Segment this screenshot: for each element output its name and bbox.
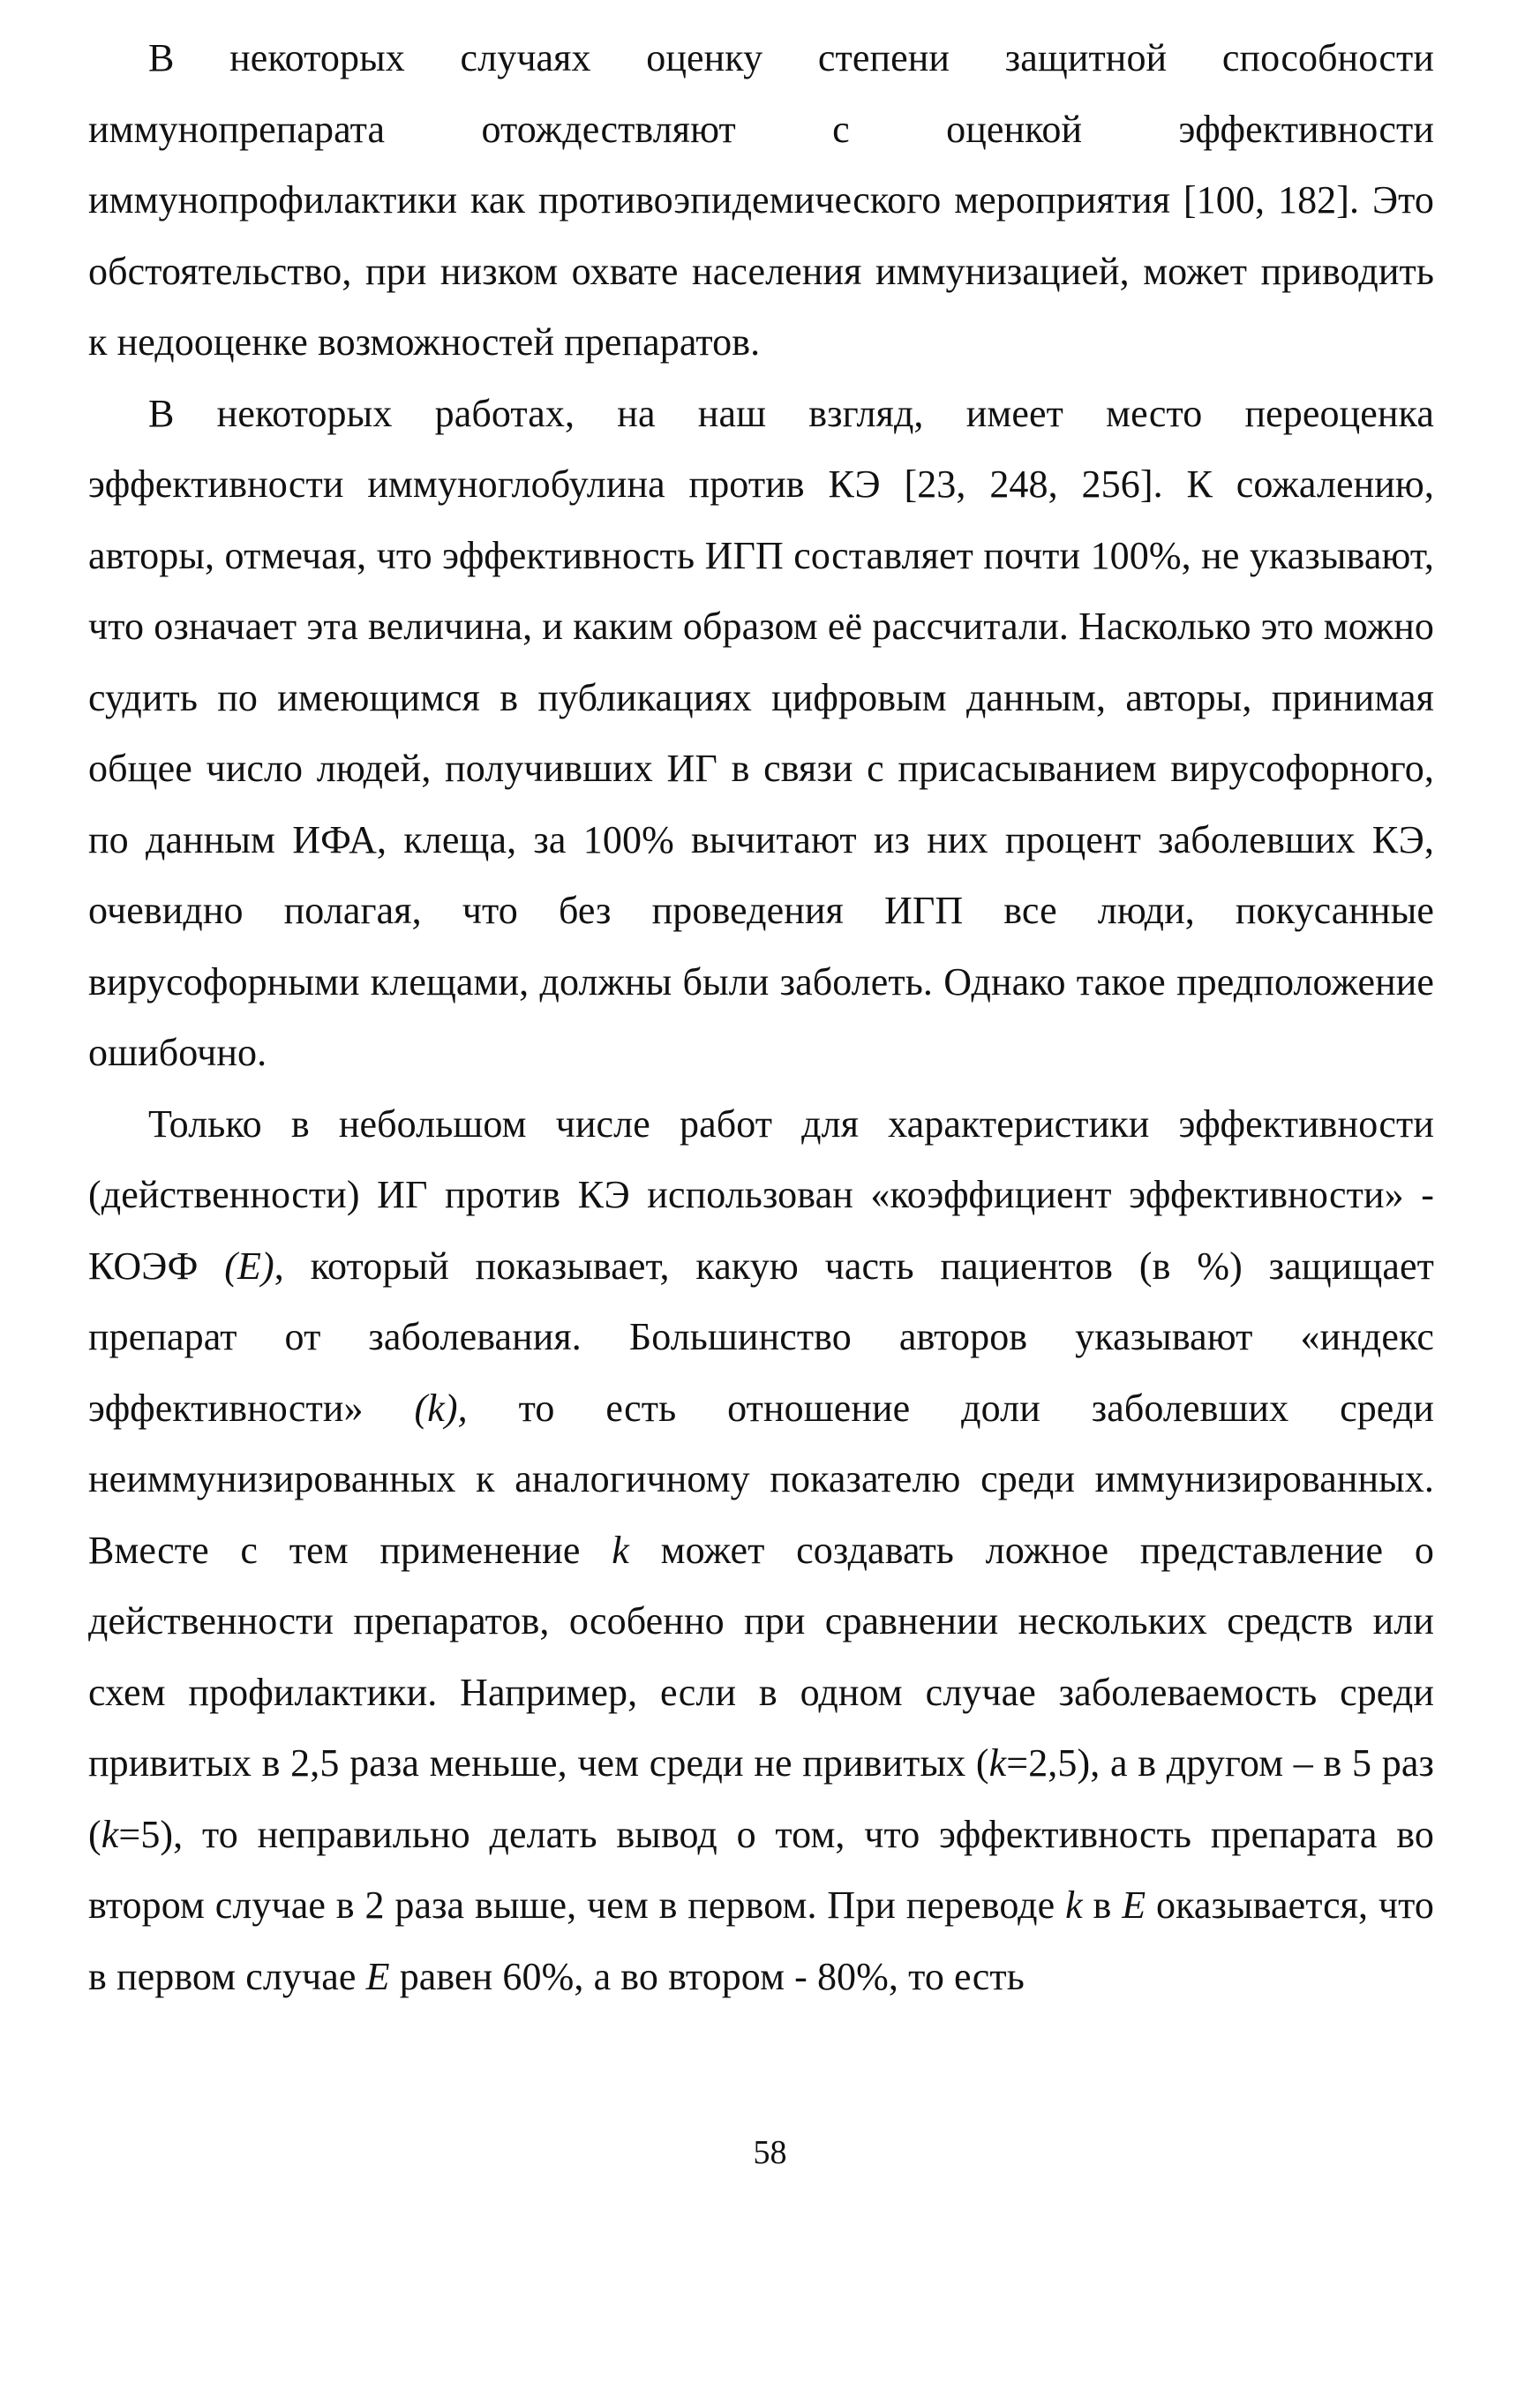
italic-symbol: k (1065, 1883, 1083, 1927)
paragraph-3-text: то есть отношение доли заболевших среди неиммунизированных к аналогичному показателю среди иммунизированных. Вместе с тем применение (88, 1386, 1434, 1572)
paragraph-3-text: может создавать ложное представление о действенности препаратов, особенно при сравнении нескольких средств или схем профилактики. Например, если в одном случае заболеваемость среди привитых в 2,5 раза меньше, чем среди не привитых ( (88, 1528, 1434, 1785)
italic-symbol: E (365, 1954, 390, 1998)
paragraph-3-text: , который показывает, какую часть пациентов (в %) защищает препарат от заболевания. Большинство авторов указывают «индекс эффективности» (88, 1244, 1434, 1430)
italic-symbol: (E) (224, 1244, 274, 1288)
paragraph-3-text: в (1082, 1883, 1123, 1927)
italic-symbol: (k), (414, 1386, 468, 1430)
paragraph-3-text: =5), то неправильно делать вывод о том, что эффективность препарата во втором случае в 2 раза выше, чем в первом. При переводе (88, 1812, 1434, 1927)
paragraph-3-text: Только в небольшом числе работ для характеристики эффективности (действенности) ИГ против КЭ использован «коэффициент эффективности» - КОЭФ (88, 1101, 1434, 1288)
page-number: 58 (753, 2134, 787, 2171)
italic-symbol: k (612, 1528, 629, 1572)
paragraph-3-text: равен 60%, а во втором - 80%, то есть (389, 1954, 1025, 1998)
document-body (88, 23, 1434, 2012)
italic-symbol: k (101, 1812, 119, 1856)
paragraph-3 (88, 1089, 1434, 2013)
paragraph-3-text: =2,5), а в другом – в 5 раз ( (88, 1741, 1434, 1856)
paragraph-2: В некоторых работах, на наш взгляд, имеет место переоценка эффективности иммуноглобулина против КЭ [23, 248, 256]. К сожалению, авторы, отмечая, что эффективность ИГП составляет почти 100%, не указывают, что означает эта величина, и каким образом её рассчитали. Насколько это можно судить по имеющимся в публикациях цифровым данным, авторы, принимая общее число людей, получивших ИГ в связи с присасыванием вирусофорного, по данным ИФА, клеща, за 100% вычитают из них процент заболевших КЭ, очевидно полагая, что без проведения ИГП все люди, покусанные вирусофорными клещами, должны были заболеть. Однако такое предположение ошибочно. (88, 391, 1434, 1074)
paragraph-1: В некоторых случаях оценку степени защитной способности иммунопрепарата отождествляют с оценкой эффективности иммунопрофилактики как противоэпидемического мероприятия [100, 182]. Это обстоятельство, при низком охвате населения иммунизацией, может приводить к недооценке возможностей препаратов. (88, 36, 1434, 364)
italic-symbol: E (1122, 1883, 1146, 1927)
paragraph-3-text: оказывается, что в первом случае (88, 1883, 1435, 1998)
italic-symbol: k (988, 1741, 1007, 1785)
